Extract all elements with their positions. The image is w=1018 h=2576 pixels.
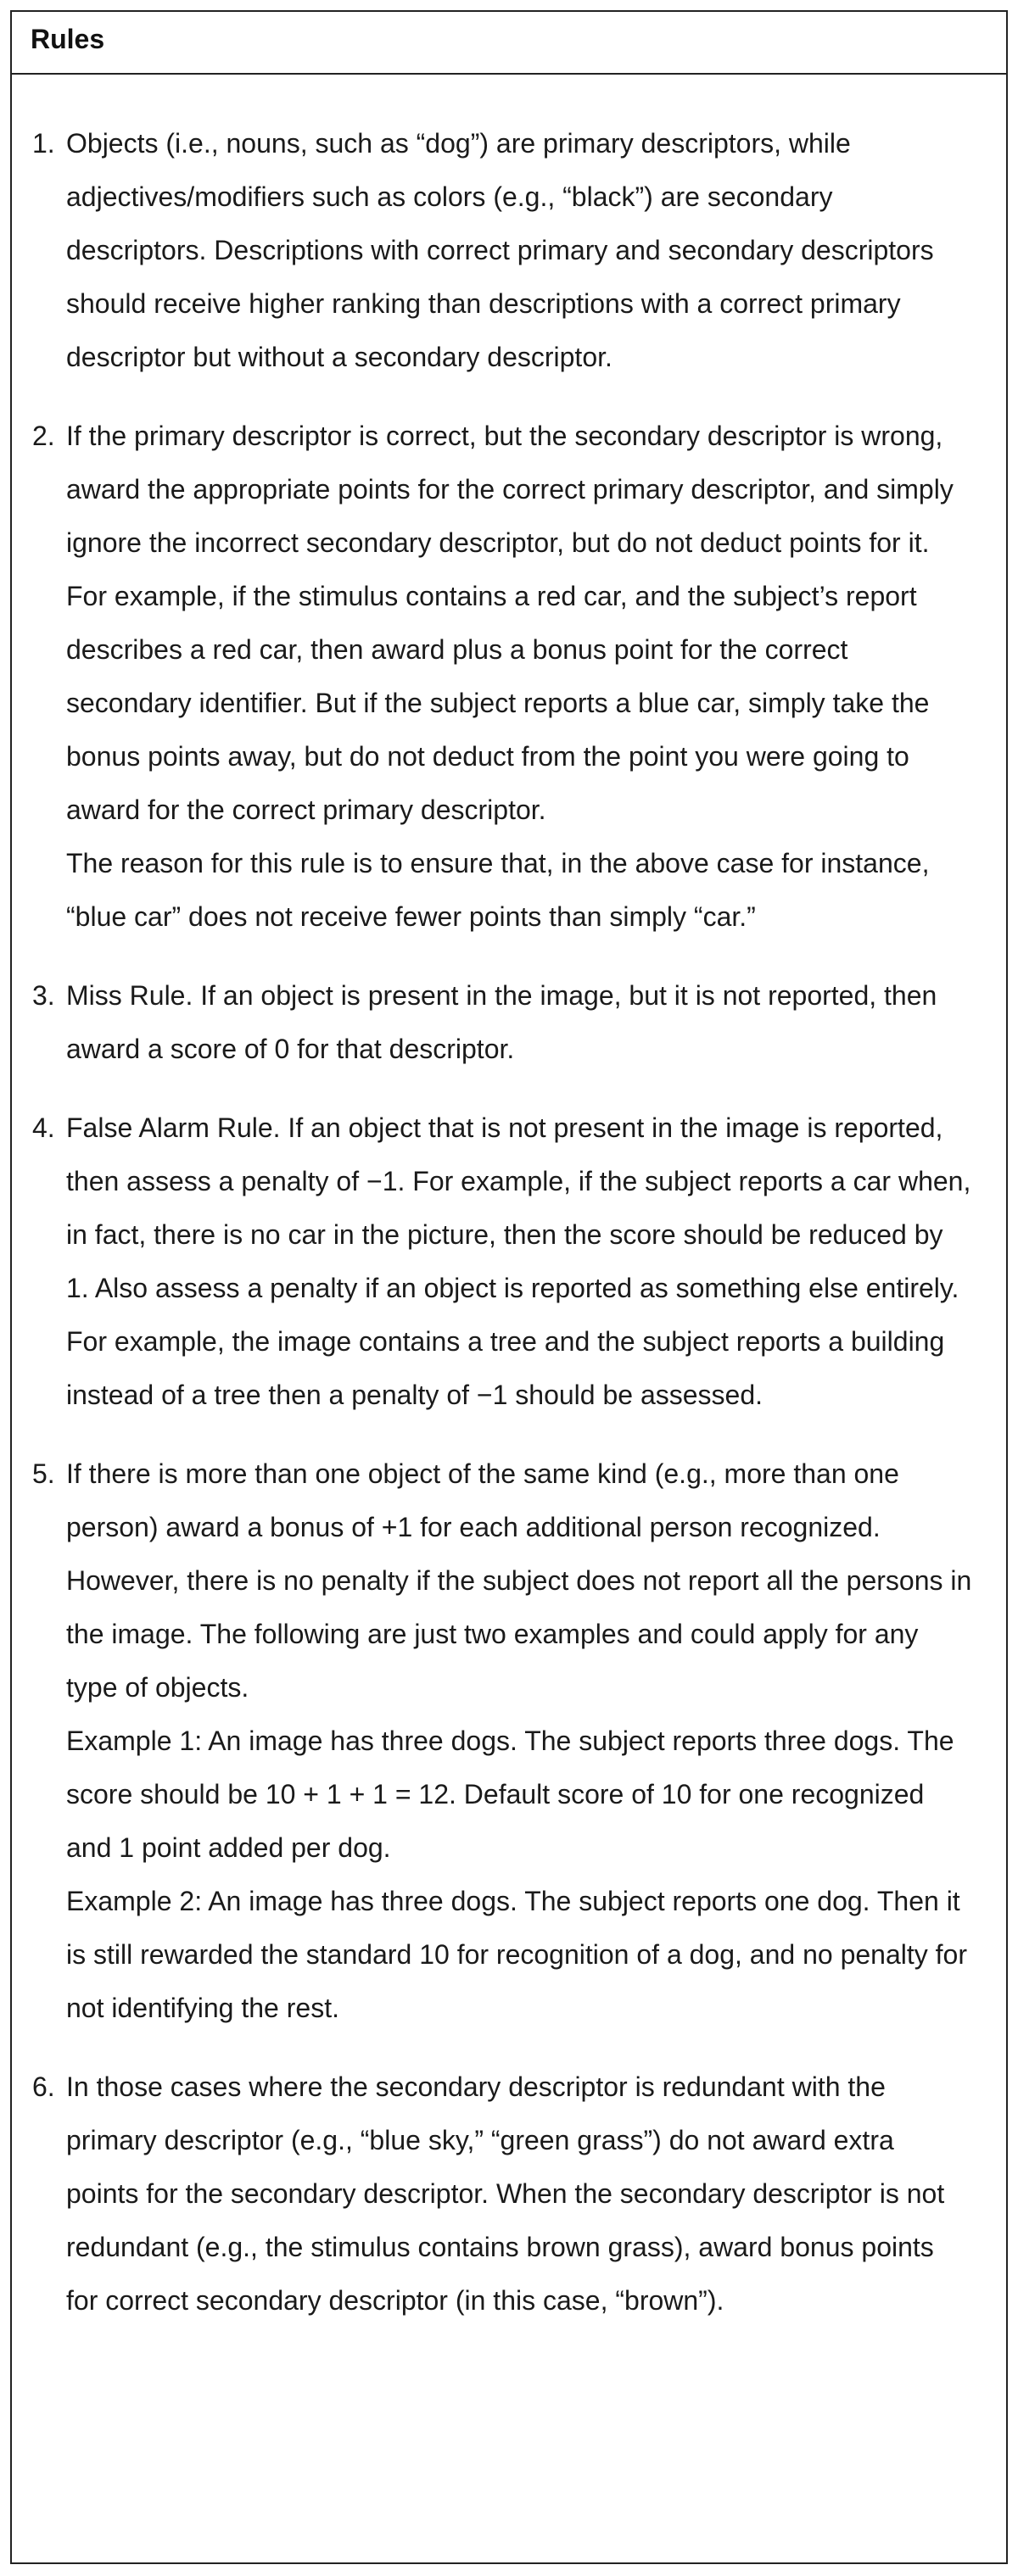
rule-text [66, 1447, 972, 2035]
rule-paragraph: Objects (i.e., nouns, such as “dog”) are primary descriptors, while adjectives/modifiers such as colors (e.g., “black”) are secondary descriptors. Descriptions with correct primary and secondary descriptors should receive higher ranking than descriptions with a correct primary descriptor but without a secondary descriptor. [66, 128, 934, 372]
table-body [12, 75, 1006, 2328]
table-title: Rules [31, 24, 105, 54]
rule-number: 1. [32, 128, 55, 159]
rule-number: 4. [32, 1112, 55, 1143]
rule-paragraph: For example, if the stimulus contains a red car, and the subject’s report describes a red car, then award plus a bonus point for the correct secondary identifier. But if the subject reports a blue car, simply take the bonus points away, but do not deduct from the point you were going to award for the correct primary descriptor. [66, 581, 930, 825]
rule-number: 6. [32, 2071, 55, 2102]
rule-paragraph: In those cases where the secondary descriptor is redundant with the primary descriptor (e.g., “blue sky,” “green grass”) do not award extra points for the secondary descriptor. When the secondary descriptor is not redundant (e.g., the stimulus contains brown grass), award bonus points for correct secondary descriptor (in this case, “brown”). [66, 2071, 945, 2316]
table-header [12, 12, 1006, 75]
rule-paragraph: Example 1: An image has three dogs. The subject reports three dogs. The score should be 10 + 1 + 1 = 12. Default score of 10 for one recognized and 1 point added per dog. [66, 1726, 954, 1863]
rule-paragraph: If there is more than one object of the same kind (e.g., more than one person) award a bonus of +1 for each additional person recognized. However, there is no penalty if the subject does not report all the persons in the image. The following are just two examples and could apply for any type of objects. [66, 1458, 972, 1703]
rule-paragraph: The reason for this rule is to ensure that, in the above case for instance, “blue car” does not receive fewer points than simply “car.” [66, 848, 930, 932]
rule-number: 5. [32, 1458, 55, 1489]
rule-text [66, 410, 972, 944]
rule-paragraph: Miss Rule. If an object is present in the image, but it is not reported, then award a score of 0 for that descriptor. [66, 980, 937, 1064]
rule-text [66, 2060, 972, 2328]
rule-text [66, 1101, 972, 1422]
rule-number: 3. [32, 980, 55, 1011]
rule-item-6 [32, 2060, 972, 2328]
rule-item-4 [32, 1101, 972, 1422]
rules-list [32, 117, 972, 2328]
rule-text [66, 969, 972, 1076]
rule-paragraph: False Alarm Rule. If an object that is not present in the image is reported, then assess a penalty of −1. For example, if the subject reports a car when, in fact, there is no car in the picture, then the score should be reduced by 1. Also assess a penalty if an object is reported as something else entirely. For example, the image contains a tree and the subject reports a building instead of a tree then a penalty of −1 should be assessed. [66, 1112, 971, 1410]
rule-item-2 [32, 410, 972, 944]
rule-paragraph: If the primary descriptor is correct, but the secondary descriptor is wrong, award the appropriate points for the correct primary descriptor, and simply ignore the incorrect secondary descriptor, but do not deduct points for it. [66, 421, 954, 558]
rule-item-3 [32, 969, 972, 1076]
rules-table [10, 10, 1008, 2564]
rule-item-1 [32, 117, 972, 384]
rule-paragraph: Example 2: An image has three dogs. The subject reports one dog. Then it is still rewarded the standard 10 for recognition of a dog, and no penalty for not identifying the rest. [66, 1886, 967, 2023]
rule-item-5 [32, 1447, 972, 2035]
rule-number: 2. [32, 421, 55, 451]
rule-text [66, 117, 972, 384]
